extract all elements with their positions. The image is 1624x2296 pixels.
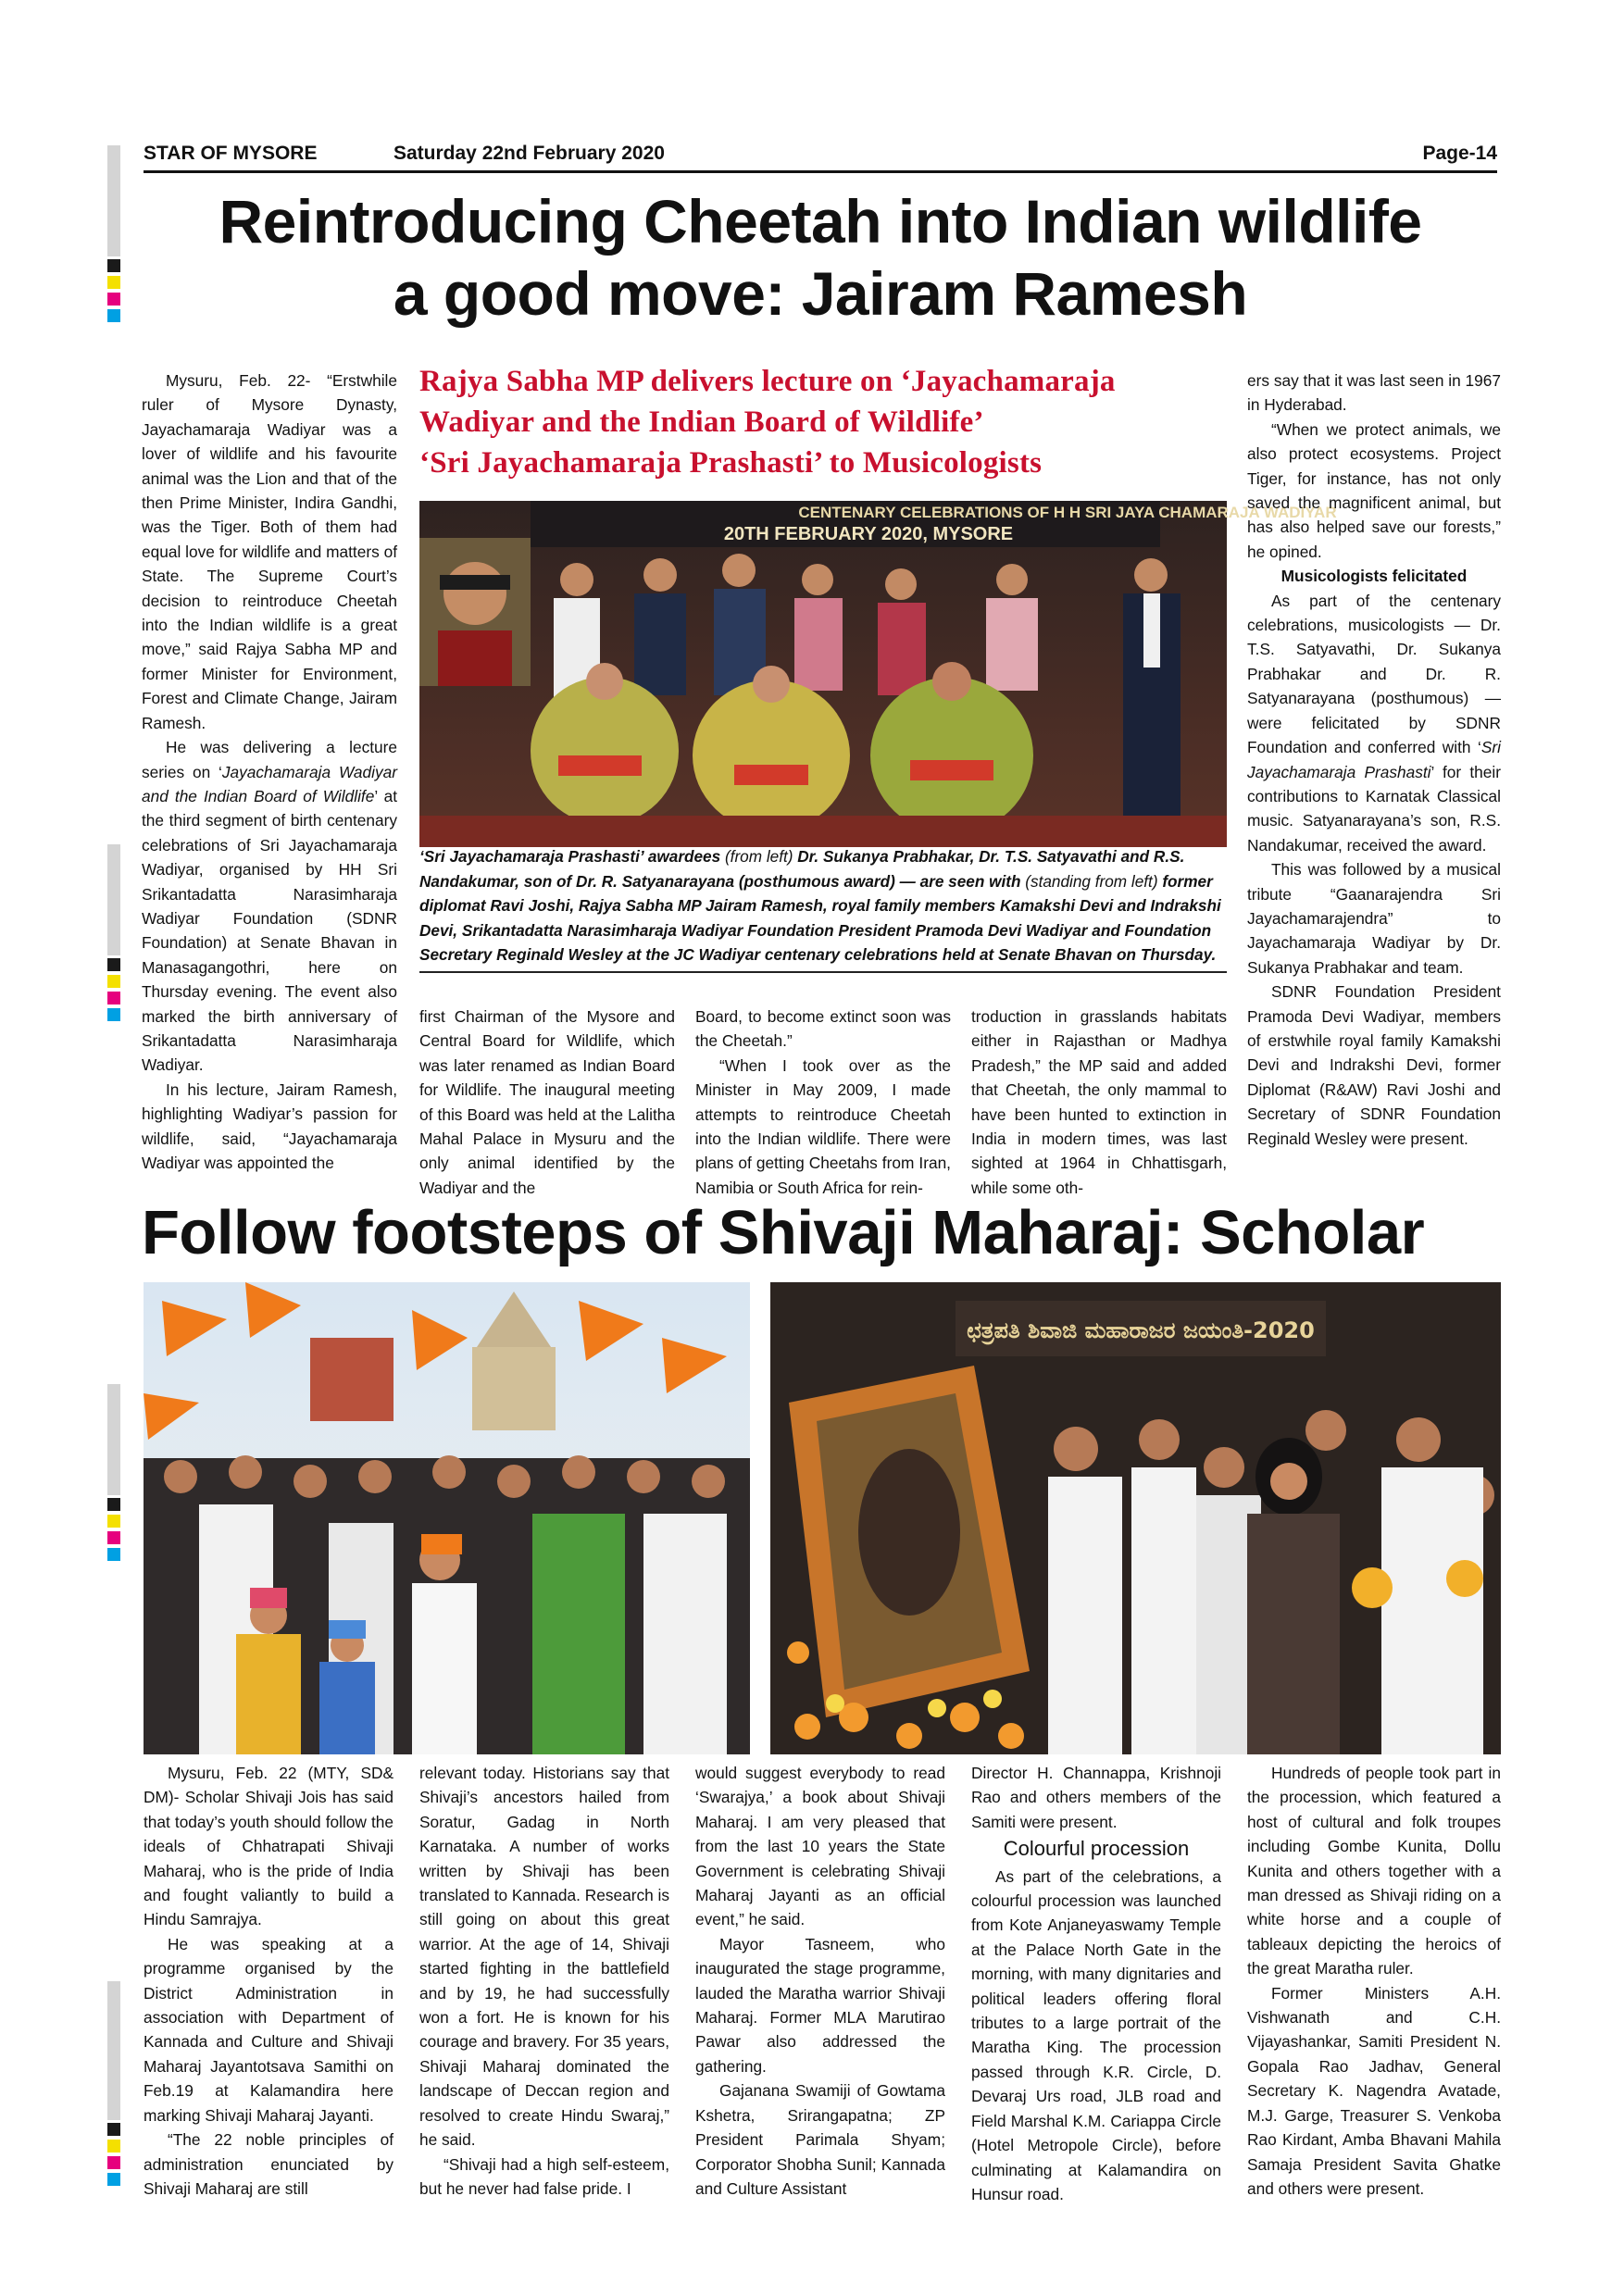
paragraph: Mysuru, Feb. 22- “Erstwhile ruler of Mysore Dynasty, Jayachamaraja Wadiyar was a lover of wildlife and his favourite animal was the Lion and that of the then Prime Minister, Indira Gandhi, was the Tiger. Both of them had equal love for wildlife and matters of State. The Supreme Court’s decision to reintroduce Cheetah into the Indian wildlife is a great move,” said Rajya Sabha MP and former Minister for Environment, Forest and Climate Change, Jairam Ramesh. [142,371,397,732]
paragraph: He was delivering a lecture series on ‘Jayachamaraja Wadiyar and the Indian Board of Wildlife’ at the third segment of birth centenary celebrations of Sri Jayachamaraja Wadiyar, organised by HH Sri Srikantadatta Narasimharaja Wadiyar Foundation (SDNR Foundation) at Senate Bhavan in Manasagangothri, here on Thursday evening. The event also marked the birth anniversary of Srikantadatta Narasimharaja Wadiyar. [142,738,398,1075]
paragraph: Gajanana Swamiji of Gowtama Kshetra, Srirangapatna; ZP President Parimala Shyam; Corporator Shobha Sunil; Kannada and Culture Assistant [695,2081,945,2198]
story2-column-1 [144,1761,394,2201]
paragraph: would suggest everybody to read ‘Swarajya,’ a book about Shivaji Maharaj. I am very pleased that from the last 10 years the State Government is celebrating Shivaji Maharaj Jayanti as an official event,” he said. [695,1764,945,1929]
paragraph: He was speaking at a programme organised by the District Administration in association with Department of Kannada and Culture and Shivaji Maharaj Jayantotsava Samithi on Feb.19 at Kalamandira here marking Shivaji Maharaj Jayanti. [144,1934,394,2125]
registration-bar-mid [107,844,120,955]
story2-column-3 [695,1761,945,2201]
page-number: Page-14 [1422,143,1497,164]
lecture-title: Jayachamaraja Wadiyar and the Indian Board of Wildlife [142,762,398,805]
registration-swatch-cyan [107,309,120,322]
registration-swatch-cyan [107,1548,120,1561]
registration-swatch-magenta [107,2156,120,2169]
registration-bar-bottom [107,1981,120,2120]
registration-swatch-magenta [107,992,120,1004]
award-title: Sri Jayachamaraja Prashasti [1247,738,1501,781]
paragraph: Director H. Channappa, Krishnoji Rao and others members of the Samiti were present. [971,1764,1221,1831]
deck-line: Wadiyar and the Indian Board of Wildlife’ [419,406,984,439]
paragraph: “The 22 noble principles of administration enunciated by Shivaji Maharaj are still [144,2130,394,2198]
story2-headline: Follow footsteps of Shivaji Maharaj: Scholar [142,1198,1425,1267]
paragraph: As part of the celebrations, a colourful procession was launched from Kote Anjaneyaswamy Temple at the Palace North Gate in the morning, with many dignitaries and political leaders offering floral tributes to a large portrait of the Maratha King. The procession passed through K.R. Circle, D. Devaraj Urs road, JLB road and Field Marshal K.M. Cariappa Circle (Hotel Metropole Circle), before culminating at Kalamandira on Hunsur road. [971,1866,1221,2203]
paragraph: This was followed by a musical tribute “Gaanarajendra Sri Jayachamarajendra” to Jayachamaraja Wadiyar by Dr. Sukanya Prabhakar and team. [1247,860,1501,977]
page-header [144,139,1497,173]
paragraph: “Shivaji had a high self-esteem, but he never had false pride. I [419,2154,669,2198]
registration-swatch-magenta [107,1531,120,1544]
story1-deck [419,361,1227,483]
procession-photo-graphic [144,1282,750,1754]
story1-column-2 [419,1004,675,1200]
photo3-banner-text: ಛತ್ರಪತಿ ಶಿವಾಜಿ ಮಹಾರಾಜರ ಜಯಂತಿ-2020 [967,1317,1315,1343]
paragraph: “When we protect animals, we also protect ecosystems. Project Tiger, for instance, has not only saved the magnificent animal, but has also helped save our forests,” he opined. [1247,419,1501,561]
photo-banner-text: CENTENARY CELEBRATIONS OF H H SRI JAYA CHAMARAJA WADIYAR [798,504,1337,521]
paragraph: troduction in grasslands habitats either in Rajasthan or Madhya Pradesh,” the MP said and added that Cheetah, the only mammal to have been hunted to extinction in India in modern times, was last sighted at 1964 in Chhattisgarh, while some oth- [971,1007,1227,1197]
felicitation-photo [419,501,1337,847]
floral-tribute-photo [770,1282,1501,1754]
paragraph: In his lecture, Jairam Ramesh, highlighting Wadiyar’s passion for wildlife, said, “Jayachamaraja Wadiyar was appointed the [142,1079,397,1172]
story1-column-5 [1247,368,1501,1151]
registration-swatch-cyan [107,2173,120,2186]
registration-bar-top [107,145,120,256]
paragraph: Mayor Tasneem, who inaugurated the stage programme, lauded the Maratha warrior Shivaji Maharaj. Former MLA Marutirao Pawar also addressed the gathering. [695,1934,945,2076]
photo-banner-text: 20TH FEBRUARY 2020, MYSORE [723,524,1014,544]
floral-tribute-photo-graphic [770,1282,1501,1754]
registration-swatch-yellow [107,276,120,289]
paragraph: Former Ministers A.H. Vishwanath and C.H. Vijayashankar, Samiti President N. Gopala Rao Jadhav, General Secretary K. Nagendra Avatade, M.J. Garge, Treasurer S. Venkoba Rao Kirdant, Amba Bhavani Mahila Samaja President Savita Ghatke and others were present. [1247,1983,1501,2198]
registration-swatch-black [107,2123,120,2136]
deck-line: ‘Sri Jayachamaraja Prashasti’ to Musicologists [419,446,1043,480]
story1-column-1 [142,368,397,1175]
issue-date: Saturday 22nd February 2020 [394,143,665,164]
headline-line: a good move: Jairam Ramesh [393,259,1248,328]
deck-line: Rajya Sabha MP delivers lecture on ‘Jayachamaraja [419,365,1116,398]
procession-photo [144,1282,750,1754]
story2-column-2 [419,1761,669,2201]
headline-line: Reintroducing Cheetah into Indian wildlife [219,187,1422,256]
registration-swatch-yellow [107,975,120,988]
story1-column-4 [971,1004,1227,1200]
subheading: Colourful procession [1003,1837,1190,1861]
registration-swatch-black [107,958,120,971]
felicitation-photo-graphic [419,501,1337,847]
story2-column-4 [971,1761,1221,2206]
paragraph: Mysuru, Feb. 22 (MTY, SD& DM)- Scholar Shivaji Jois has said that today’s youth should follow the ideals of Chhatrapati Shivaji Maharaj, who is the pride of India and fought valiantly to build a Hindu Samrajya. [144,1764,394,1929]
paragraph: Hundreds of people took part in the procession, which featured a host of cultural and folk troupes including Gombe Kunita, Dollu Kunita and others together with a man dressed as Shivaji riding on a white horse and a couple of tableaux depicting the heroics of the great Maratha ruler. [1247,1764,1501,1978]
paragraph: “When I took over as the Minister in May 2009, I made attempts to reintroduce Cheetah into the Indian wildlife. There were plans of getting Cheetahs from Iran, Namibia or South Africa for rein- [695,1055,951,1197]
registration-swatch-cyan [107,1008,120,1021]
felicitation-photo-caption: ‘Sri Jayachamaraja Prashasti’ awardees (from left) Dr. Sukanya Prabhakar, Dr. T.S. Satyavathi and R.S. Nandakumar, son of Dr. R. Satyanarayana (posthumous award) — are seen with (standing from left) former diplomat Ravi Joshi, Rajya Sabha MP Jairam Ramesh, royal family members Kamakshi Devi and Indrakshi Devi, Srikantadatta Narasimharaja Wadiyar Foundation President Pramoda Devi Wadiyar and Foundation Secretary Reginald Wesley at the JC Wadiyar centenary celebrations held at Senate Bhavan on Thursday. [419,844,1227,973]
story2-column-5 [1247,1761,1501,2201]
subheading: Musicologists felicitated [1280,567,1468,586]
registration-swatch-magenta [107,293,120,306]
story1-headline [130,185,1511,330]
paragraph: Board, to become extinct soon was the Cheetah.” [695,1007,951,1051]
registration-bar-mid2 [107,1384,120,1495]
registration-swatch-black [107,259,120,272]
paragraph: first Chairman of the Mysore and Central Board for Wildlife, which was later renamed as Indian Board for Wildlife. The inaugural meeting of this Board was held at the Lalitha Mahal Palace in Mysuru and the only animal identified by the Wadiyar and the [419,1007,675,1197]
paragraph: SDNR Foundation President Pramoda Devi Wadiyar, members of erstwhile royal family Kamakshi Devi and Indrakshi Devi, former Diplomat (R&AW) Ravi Joshi and Secretary of SDNR Foundation Reginald Wesley were present. [1247,982,1501,1148]
story1-column-3 [695,1004,951,1200]
registration-swatch-yellow [107,1515,120,1528]
masthead-name: STAR OF MYSORE [144,143,318,164]
registration-swatch-black [107,1498,120,1511]
registration-swatch-yellow [107,2140,120,2152]
paragraph: relevant today. Historians say that Shivaji’s ancestors hailed from Soratur, Gadag in North Karnataka. A number of works written by Shivaji has been translated to Kannada. Research is still going on about this great warrior. At the age of 14, Shivaji started fighting in the battlefield and by 19, he had successfully won a fort. He is known for his courage and bravery. For 35 years, Shivaji Maharaj dominated the landscape of Deccan region and resolved to create Hindu Swaraj,” he said. [419,1764,669,2150]
paragraph: As part of the centenary celebrations, musicologists — Dr. T.S. Satyavathi, Dr. Sukanya Prabhakar and Dr. R. Satyanarayana (posthumous) — were felicitated by SDNR Foundation and conferred with ‘Sri Jayachamaraja Prashasti’ for their contributions to Karnatak Classical music. Satyanarayana’s son, R.S. Nandakumar, received the award. [1247,591,1501,855]
paragraph: ers say that it was last seen in 1967 in Hyderabad. [1247,371,1501,415]
